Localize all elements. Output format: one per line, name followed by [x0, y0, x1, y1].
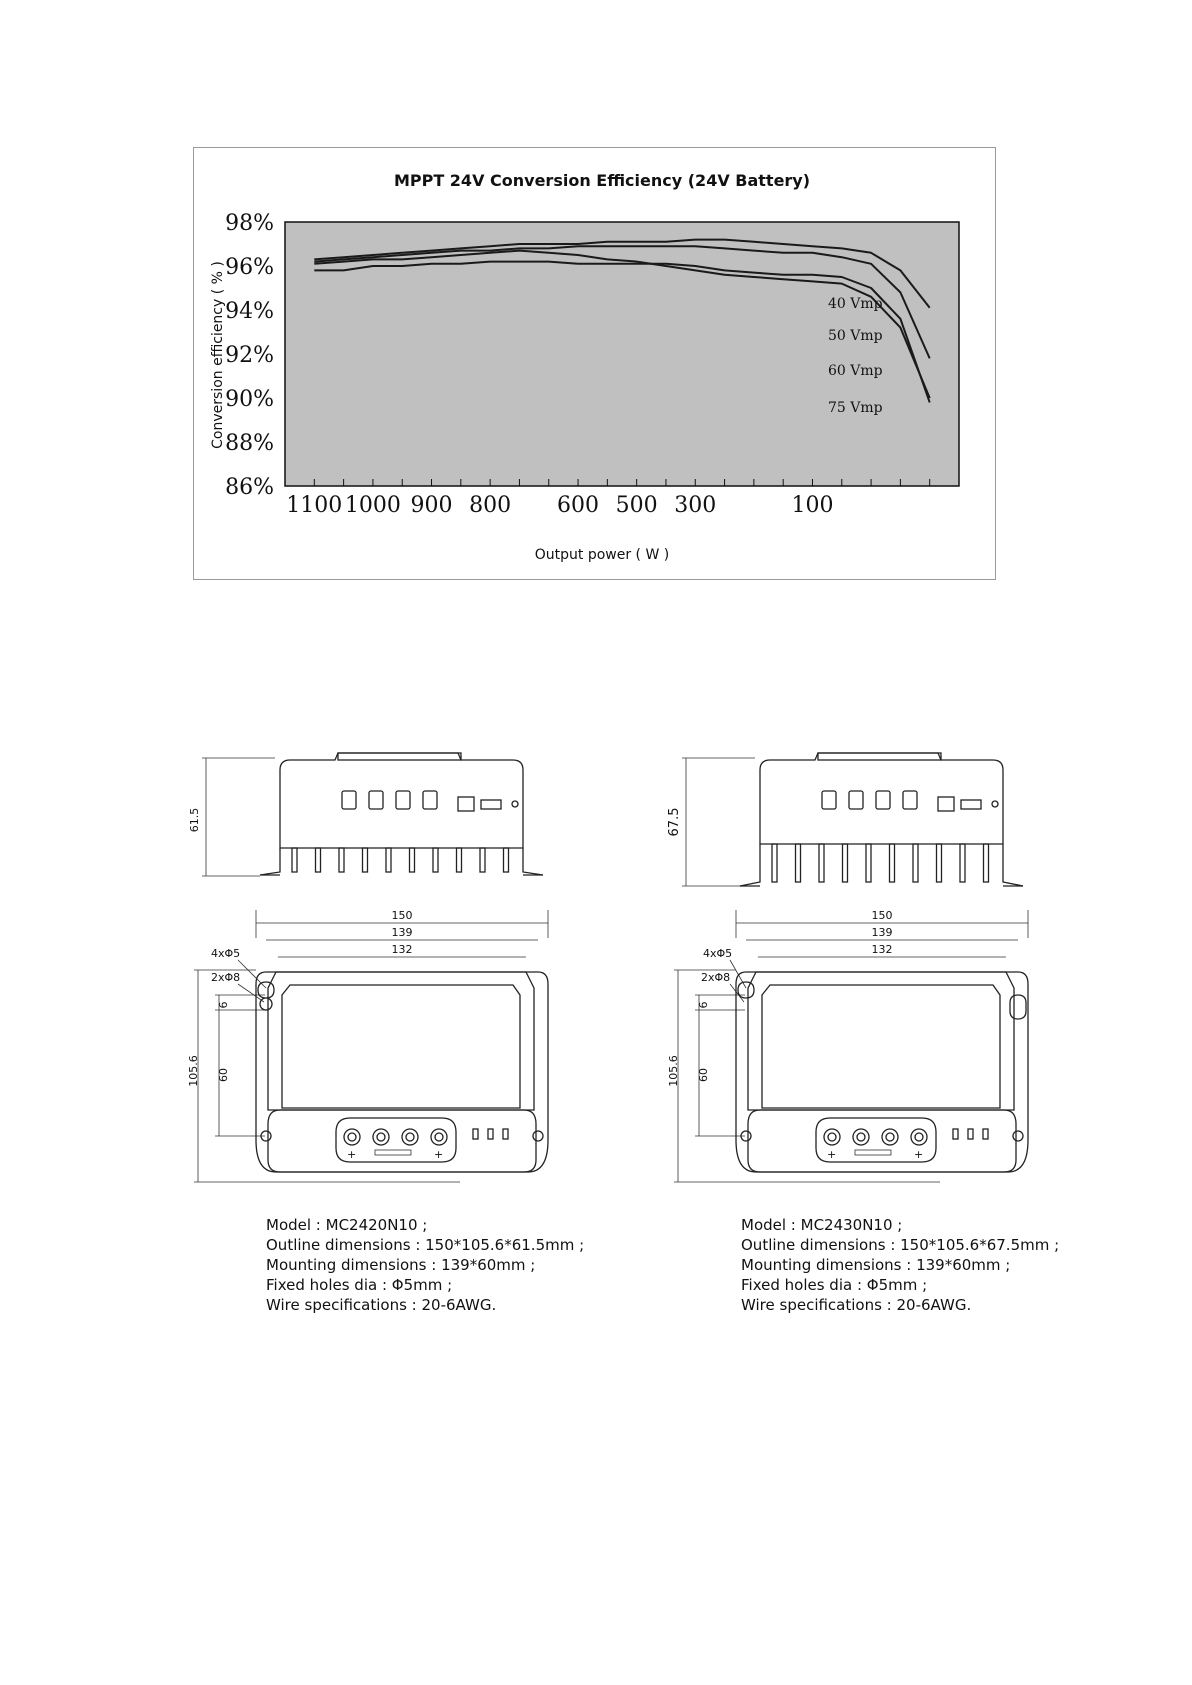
heatsink-fin [772, 844, 777, 882]
x-tick-label: 500 [615, 493, 658, 518]
x-tick-label: 900 [410, 493, 453, 518]
heatsink-fin [984, 844, 989, 882]
depth-dim: 105.6 [187, 1055, 200, 1087]
efficiency-chart [193, 147, 996, 580]
chart-svg [194, 148, 994, 578]
spec-mounting: Mounting dimensions : 139*60mm ; [741, 1256, 1011, 1274]
y-tick-label: 90% [225, 387, 274, 412]
spec-outline: Outline dimensions : 150*105.6*61.5mm ; [266, 1236, 585, 1254]
svg-text:+: + [347, 1148, 357, 1161]
drawing-mc2430 [660, 740, 1060, 1200]
holes-label: 4xΦ5 [703, 947, 733, 960]
series-label-1: 40 Vmp [828, 296, 883, 312]
width-outer-dim: 150 [871, 909, 893, 922]
series-label-3: 60 Vmp [828, 363, 883, 379]
height-dim: 67.5 [667, 807, 682, 837]
width-inner-dim: 132 [391, 943, 413, 956]
heatsink-fin [433, 848, 438, 872]
y-axis-ticks [225, 211, 274, 500]
series-label-4: 75 Vmp [828, 400, 883, 416]
small-gap-dim: 6 [697, 1001, 710, 1009]
heatsink-fin [410, 848, 415, 872]
width-inner-dim: 132 [871, 943, 893, 956]
y-tick-label: 88% [225, 431, 274, 456]
heatsink-fin [819, 844, 824, 882]
width-mid-dim: 139 [871, 926, 893, 939]
spec-holes: Fixed holes dia : Φ5mm ; [266, 1276, 453, 1294]
y-axis-label: Conversion efficiency ( % ) [210, 261, 226, 449]
x-tick-label: 1000 [344, 493, 401, 518]
svg-text:+: + [434, 1148, 444, 1161]
height-dim: 61.5 [188, 807, 201, 833]
x-tick-label: 1100 [286, 493, 343, 518]
y-tick-label: 98% [225, 211, 274, 236]
heatsink-fin [504, 848, 509, 872]
x-tick-label: 100 [791, 493, 834, 518]
heatsink-fin [339, 848, 344, 872]
x-tick-label: 300 [674, 493, 717, 518]
y-tick-label: 86% [225, 475, 274, 500]
slot-label: 2xΦ8 [701, 971, 731, 984]
heatsink-fin [843, 844, 848, 882]
x-axis-label: Output power ( W ) [534, 547, 670, 563]
spec-mounting: Mounting dimensions : 139*60mm ; [266, 1256, 536, 1274]
mount-gap-dim: 60 [217, 1068, 230, 1082]
side-view [188, 753, 543, 876]
y-tick-label: 92% [225, 343, 274, 368]
heatsink-fin [457, 848, 462, 872]
slot-label: 2xΦ8 [211, 971, 241, 984]
mount-gap-dim: 60 [697, 1068, 710, 1082]
heatsink-fin [292, 848, 297, 872]
depth-dim: 105.6 [667, 1055, 680, 1087]
heatsink-fin [316, 848, 321, 872]
heatsink-fin [480, 848, 485, 872]
heatsink-fin [866, 844, 871, 882]
top-view [667, 909, 1028, 1182]
heatsink-fin [386, 848, 391, 872]
spec-model: Model : MC2420N10 ; [266, 1216, 428, 1234]
x-tick-label: 800 [469, 493, 512, 518]
spec-block-mc2420 [266, 1215, 646, 1315]
svg-text:+: + [827, 1148, 837, 1161]
spec-wire: Wire specifications : 20-6AWG. [266, 1296, 497, 1314]
heatsink-fin [960, 844, 965, 882]
spec-outline: Outline dimensions : 150*105.6*67.5mm ; [741, 1236, 1060, 1254]
small-gap-dim: 6 [217, 1001, 230, 1009]
chart-title: MPPT 24V Conversion Efficiency (24V Battery) [393, 171, 811, 190]
y-tick-label: 94% [225, 299, 274, 324]
width-outer-dim: 150 [391, 909, 413, 922]
y-tick-label: 96% [225, 255, 274, 280]
heatsink-fin [913, 844, 918, 882]
spec-block-mc2430 [741, 1215, 1121, 1315]
holes-label: 4xΦ5 [211, 947, 241, 960]
spec-model: Model : MC2430N10 ; [741, 1216, 903, 1234]
side-view [667, 753, 1023, 886]
spec-holes: Fixed holes dia : Φ5mm ; [741, 1276, 928, 1294]
heatsink-fin [937, 844, 942, 882]
drawing-mc2420 [180, 740, 580, 1200]
series-label-2: 50 Vmp [828, 328, 883, 344]
heatsink-fin [796, 844, 801, 882]
heatsink-fin [890, 844, 895, 882]
width-mid-dim: 139 [391, 926, 413, 939]
top-view [187, 909, 548, 1182]
heatsink-fin [363, 848, 368, 872]
spec-wire: Wire specifications : 20-6AWG. [741, 1296, 972, 1314]
svg-text:+: + [914, 1148, 924, 1161]
x-tick-label: 600 [557, 493, 600, 518]
